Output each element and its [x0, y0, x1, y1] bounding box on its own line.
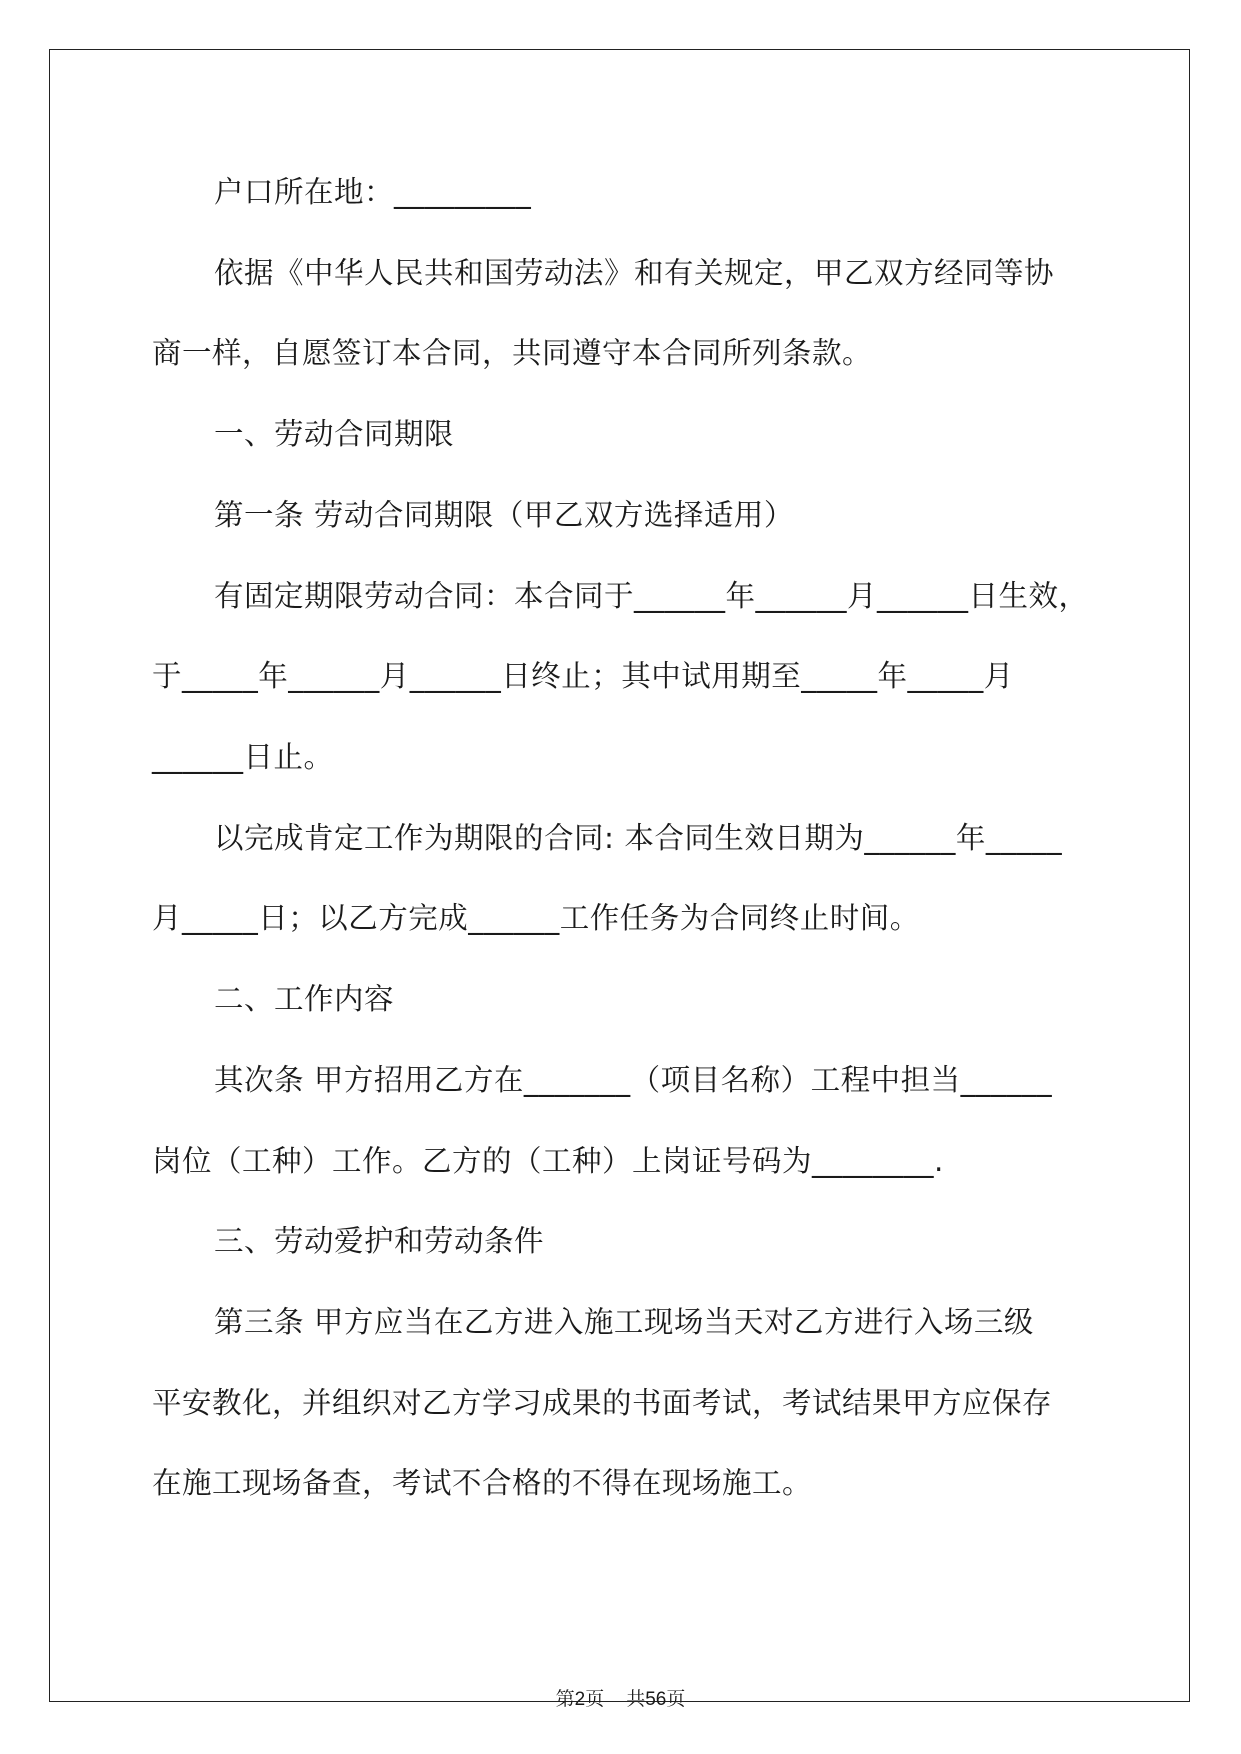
text-line-7: 于_____年______月______日终止；其中试用期至_____年_____月 [152, 659, 1014, 693]
section-heading-3: 三、劳动爱护和劳动条件 [214, 1224, 545, 1258]
text-line-2: 依据《中华人民共和国劳动法》和有关规定，甲乙双方经同等协 [214, 256, 1055, 290]
text-line-6: 有固定期限劳动合同：本合同于______年______月______日生效， [214, 579, 1089, 613]
text-line-9: 以完成肯定工作为期限的合同: 本合同生效日期为______年_____ [214, 821, 1063, 855]
text-line-13: 岗位（工种）工作。乙方的（工种）上岗证号码为________. [152, 1144, 944, 1178]
text-line-16: 平安教化，并组织对乙方学习成果的书面考试，考试结果甲方应保存 [152, 1386, 1053, 1420]
text-line-15: 第三条 甲方应当在乙方进入施工现场当天对乙方进行入场三级 [214, 1305, 1034, 1339]
text-line-1: 户口所在地：_________ [214, 175, 532, 209]
text-line-5: 第一条 劳动合同期限（甲乙双方选择适用） [214, 498, 794, 532]
text-line-12: 其次条 甲方招用乙方在_______（项目名称）工程中担当______ [214, 1063, 1053, 1097]
total-pages: 56 [645, 1689, 667, 1710]
text-line-10: 月_____日；以乙方完成______工作任务为合同终止时间。 [152, 901, 920, 935]
section-heading-1: 一、劳动合同期限 [214, 417, 455, 451]
text-line-8: ______日止。 [152, 740, 334, 774]
page-suffix: 页 [585, 1688, 605, 1710]
page-border [49, 49, 1190, 1702]
page-number: 2 [574, 1689, 586, 1710]
text-line-3: 商一样，自愿签订本合同，共同遵守本合同所列条款。 [152, 336, 873, 370]
page-prefix: 第 [555, 1688, 575, 1710]
section-heading-2: 二、工作内容 [214, 982, 395, 1016]
total-suffix: 页 [666, 1688, 686, 1710]
total-prefix: 共 [626, 1688, 646, 1710]
page-footer [0, 1687, 1241, 1712]
text-line-17: 在施工现场备查，考试不合格的不得在现场施工。 [152, 1466, 813, 1500]
